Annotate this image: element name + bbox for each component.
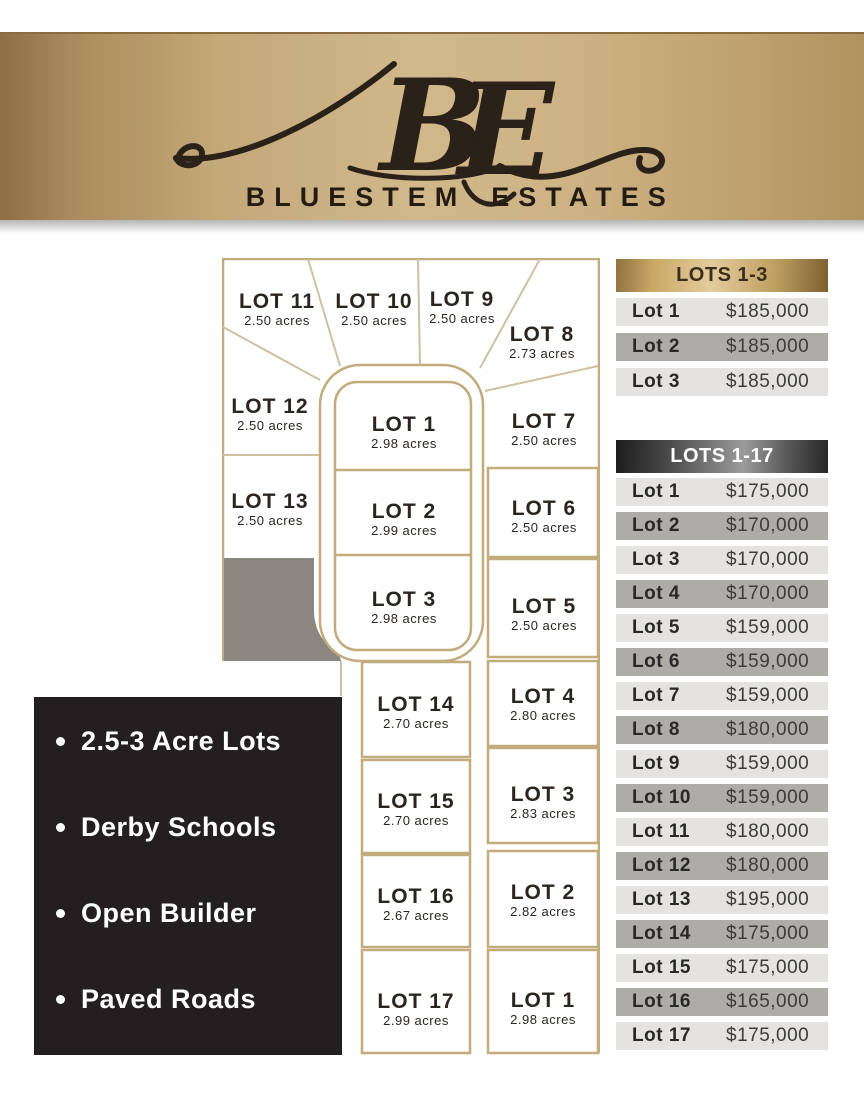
- lot-price: $185,000: [726, 336, 810, 357]
- svg-text:LOT 3: LOT 3: [371, 588, 437, 611]
- price-row: [616, 1022, 828, 1050]
- price-table-lots-1-17: [616, 440, 828, 1056]
- lot-price: $159,000: [726, 617, 810, 638]
- bluestem-estates-logo: [168, 40, 696, 226]
- svg-text:2.80 acres: 2.80 acres: [510, 708, 576, 723]
- price-row: [616, 546, 828, 574]
- price-row: [616, 954, 828, 982]
- table-rows: [616, 298, 828, 396]
- lot-name: Lot 16: [632, 991, 691, 1012]
- lot-price: $180,000: [726, 719, 810, 740]
- bullet-icon: [56, 909, 65, 918]
- price-row: [616, 614, 828, 642]
- lot-name: Lot 8: [632, 719, 680, 740]
- svg-text:LOT 11: LOT 11: [238, 290, 316, 313]
- svg-text:LOT 7: LOT 7: [511, 410, 577, 433]
- price-row: [616, 988, 828, 1016]
- lot-name: Lot 2: [632, 336, 680, 357]
- lot-name: Lot 13: [632, 889, 691, 910]
- price-row: [616, 368, 828, 396]
- svg-text:2.50 acres: 2.50 acres: [237, 513, 303, 528]
- svg-text:2.99 acres: 2.99 acres: [371, 523, 437, 538]
- price-table-lots-1-3: [616, 259, 828, 403]
- table-header-dark: LOTS 1-17: [616, 440, 828, 473]
- lot-price: $185,000: [726, 371, 810, 392]
- svg-text:2.99 acres: 2.99 acres: [383, 1013, 449, 1028]
- svg-text:LOT 13: LOT 13: [231, 490, 309, 513]
- wordmark-estates: ESTATES: [491, 182, 675, 212]
- price-row: [616, 920, 828, 948]
- lot-name: Lot 4: [632, 583, 680, 604]
- svg-text:LOT 5: LOT 5: [511, 595, 577, 618]
- lot-price: $175,000: [726, 923, 810, 944]
- lot-name: Lot 1: [632, 301, 680, 322]
- price-row: [616, 784, 828, 812]
- svg-text:2.82 acres: 2.82 acres: [510, 904, 576, 919]
- svg-text:LOT 8: LOT 8: [509, 323, 575, 346]
- price-row: [616, 648, 828, 676]
- svg-text:LOT 10: LOT 10: [335, 290, 413, 313]
- price-row: [616, 478, 828, 506]
- lot-name: Lot 12: [632, 855, 691, 876]
- svg-text:LOT 16: LOT 16: [377, 885, 455, 908]
- svg-text:LOT 9: LOT 9: [429, 288, 495, 311]
- table-header-gold: LOTS 1-3: [616, 259, 828, 292]
- lot-price: $159,000: [726, 787, 810, 808]
- svg-text:LOT 2: LOT 2: [371, 500, 437, 523]
- svg-text:2.98 acres: 2.98 acres: [510, 1012, 576, 1027]
- svg-text:2.50 acres: 2.50 acres: [341, 313, 407, 328]
- lot-price: $159,000: [726, 753, 810, 774]
- lot-name: Lot 9: [632, 753, 680, 774]
- price-row: [616, 750, 828, 778]
- lot11-lot12-divider: [223, 327, 320, 380]
- lot-name: Lot 14: [632, 923, 691, 944]
- price-row: [616, 818, 828, 846]
- svg-text:2.70 acres: 2.70 acres: [383, 716, 449, 731]
- lot-price: $159,000: [726, 651, 810, 672]
- svg-text:LOT 12: LOT 12: [231, 395, 309, 418]
- svg-text:LOT 15: LOT 15: [377, 790, 455, 813]
- svg-text:LOT 17: LOT 17: [377, 990, 455, 1013]
- monogram-b: B: [380, 52, 487, 200]
- lot-name: Lot 7: [632, 685, 680, 706]
- lot-price: $170,000: [726, 515, 810, 536]
- feature-item: Open Builder: [56, 895, 342, 931]
- lot-price: $180,000: [726, 855, 810, 876]
- lot-name: Lot 1: [632, 481, 680, 502]
- monogram-e: E: [458, 56, 555, 204]
- svg-text:2.83 acres: 2.83 acres: [510, 806, 576, 821]
- lot-name: Lot 3: [632, 371, 680, 392]
- lot-price: $175,000: [726, 957, 810, 978]
- lot10-lot9-divider: [418, 259, 420, 366]
- bullet-icon: [56, 823, 65, 832]
- svg-text:2.50 acres: 2.50 acres: [511, 618, 577, 633]
- lot-price: $170,000: [726, 583, 810, 604]
- lot-price: $170,000: [726, 549, 810, 570]
- lot-price: $175,000: [726, 481, 810, 502]
- price-row: [616, 512, 828, 540]
- svg-text:2.50 acres: 2.50 acres: [429, 311, 495, 326]
- svg-text:2.50 acres: 2.50 acres: [511, 433, 577, 448]
- svg-text:LOT 1: LOT 1: [371, 413, 437, 436]
- svg-text:2.50 acres: 2.50 acres: [511, 520, 577, 535]
- bullet-icon: [56, 737, 65, 746]
- lot-price: $175,000: [726, 1025, 810, 1046]
- lot-price: $165,000: [726, 991, 810, 1012]
- price-row: [616, 886, 828, 914]
- gray-parcel: [224, 558, 341, 661]
- svg-text:LOT 14: LOT 14: [377, 693, 455, 716]
- svg-text:LOT 1: LOT 1: [510, 989, 576, 1012]
- price-row: [616, 682, 828, 710]
- price-row: [616, 580, 828, 608]
- svg-text:LOT 6: LOT 6: [511, 497, 577, 520]
- svg-text:LOT 3: LOT 3: [510, 783, 576, 806]
- svg-text:2.73 acres: 2.73 acres: [509, 346, 575, 361]
- svg-text:2.70 acres: 2.70 acres: [383, 813, 449, 828]
- svg-text:2.98 acres: 2.98 acres: [371, 436, 437, 451]
- left-stroke-icon: [176, 64, 394, 159]
- price-row: [616, 333, 828, 361]
- table-rows: [616, 478, 828, 1050]
- price-row: [616, 852, 828, 880]
- lot-price: $159,000: [726, 685, 810, 706]
- lot-name: Lot 3: [632, 549, 680, 570]
- lot-name: Lot 6: [632, 651, 680, 672]
- lot-price: $195,000: [726, 889, 810, 910]
- feature-item: Derby Schools: [56, 809, 342, 845]
- features-panel: [34, 697, 342, 1055]
- wordmark-bluestem: BLUESTEM: [245, 182, 467, 212]
- lot-name: Lot 5: [632, 617, 680, 638]
- svg-text:LOT 2: LOT 2: [510, 881, 576, 904]
- feature-item: 2.5-3 Acre Lots: [56, 723, 342, 759]
- lot-name: Lot 11: [632, 821, 690, 842]
- lot-name: Lot 15: [632, 957, 691, 978]
- lot8-lot7-divider: [485, 366, 598, 391]
- svg-text:2.98 acres: 2.98 acres: [371, 611, 437, 626]
- lot-price: $185,000: [726, 301, 810, 322]
- feature-item: Paved Roads: [56, 981, 342, 1017]
- bullet-icon: [56, 995, 65, 1004]
- svg-text:2.50 acres: 2.50 acres: [237, 418, 303, 433]
- lot-name: Lot 2: [632, 515, 680, 536]
- banner: [0, 32, 864, 220]
- svg-text:LOT 4: LOT 4: [510, 685, 576, 708]
- price-row: [616, 298, 828, 326]
- lot-name: Lot 10: [632, 787, 691, 808]
- price-row: [616, 716, 828, 744]
- svg-text:2.67 acres: 2.67 acres: [383, 908, 449, 923]
- lot-price: $180,000: [726, 821, 810, 842]
- lot-name: Lot 17: [632, 1025, 691, 1046]
- svg-text:2.50 acres: 2.50 acres: [244, 313, 310, 328]
- features-list: [34, 697, 342, 1017]
